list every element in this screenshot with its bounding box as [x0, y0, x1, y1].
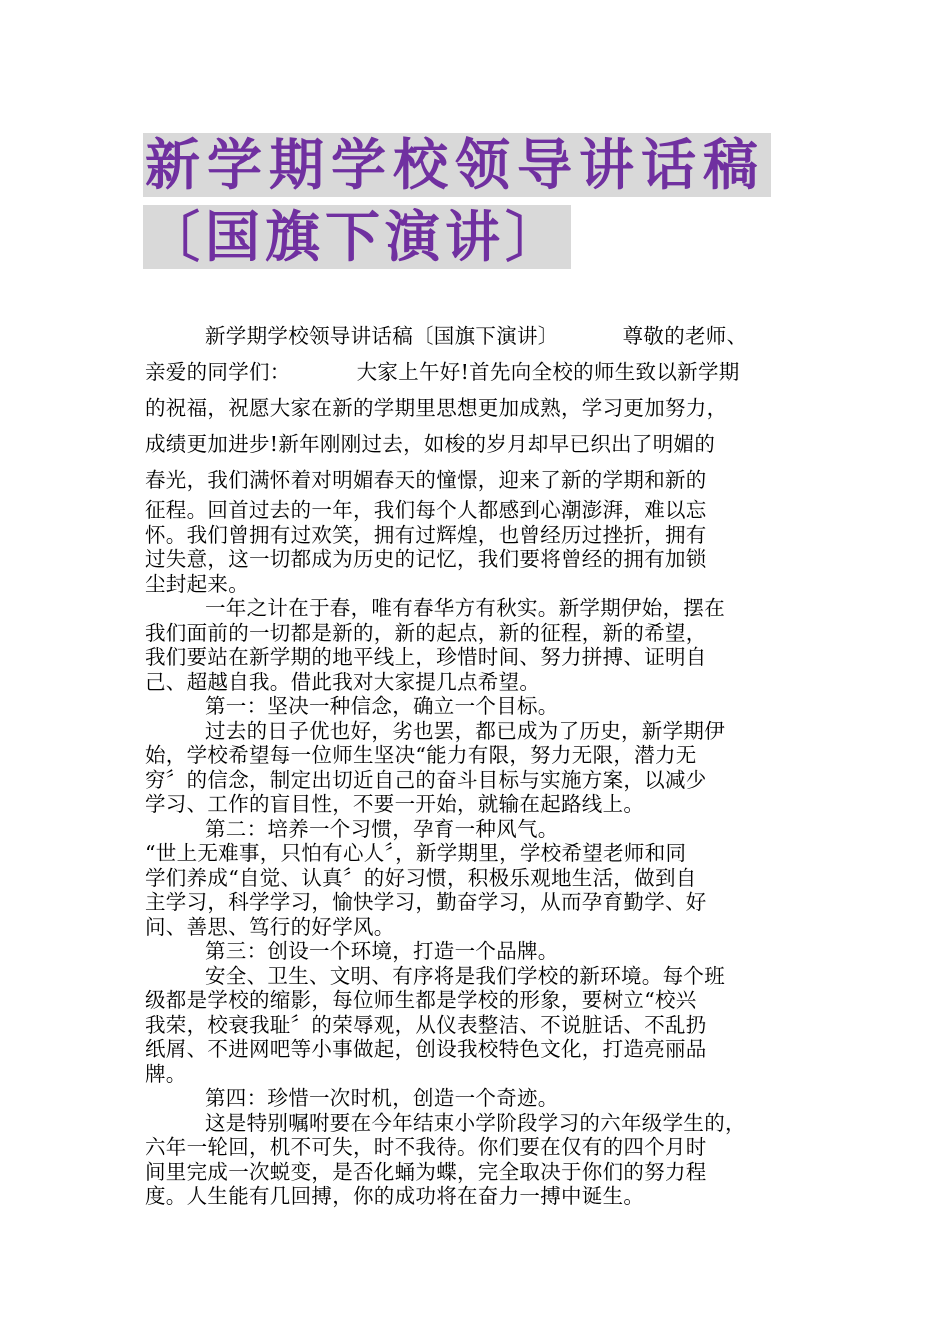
paragraph-line: 六年一轮回，机不可失，时不我待。你们要在仅有的四个月时 — [145, 1135, 707, 1159]
title-line-1-text: 新学期学校领导讲话稿 — [143, 133, 771, 197]
paragraph-line — [145, 354, 810, 390]
paragraph-line: 我荣，校衰我耻〞的荣辱观，从仪表整洁、不说脏话、不乱扔 — [145, 1012, 707, 1037]
paragraph-line: 问、善思、笃行的好学风。 — [145, 914, 395, 939]
section-heading: 第三：创设一个环境，打造一个品牌。 — [205, 939, 559, 963]
paragraph-line: 我们面前的一切都是新的，新的起点，新的征程，新的希望， — [145, 620, 707, 645]
paragraph-line: 己、超越自我。借此我对大家提几点希望。 — [145, 669, 541, 694]
intro-line-2-a: 亲爱的同学们： — [145, 360, 291, 384]
title-line-2 — [143, 205, 813, 269]
intro-line-1-a: 新学期学校领导讲话稿〔国旗下演讲〕 — [205, 324, 559, 348]
paragraph-line: 学习、工作的盲目性，不要一开始，就输在起路线上。 — [145, 792, 645, 816]
paragraph-line: 安全、卫生、文明、有序将是我们学校的新环境。每个班 — [205, 963, 725, 988]
paragraph-line: 穷〞的信念，制定出切近自己的奋斗目标与实施方案，以减少 — [145, 767, 707, 792]
paragraph-line: 这是特别嘱咐要在今年结束小学阶段学习的六年级学生的， — [205, 1110, 746, 1135]
paragraph-line: 一年之计在于春，唯有春华方有秋实。新学期伊始，摆在 — [205, 596, 725, 620]
section-heading: 第四：珍惜一次时机，创造一个奇迹。 — [205, 1086, 559, 1110]
main-block — [145, 498, 810, 1209]
paragraph-line: 度。人生能有几回搏，你的成功将在奋力一搏中诞生。 — [145, 1184, 645, 1208]
paragraph-line: 始，学校希望每一位师生坚决“能力有限，努力无限，潜力无 — [145, 743, 697, 767]
paragraph-line: 间里完成一次蜕变，是否化蛹为蝶，完全取决于你们的努力程 — [145, 1159, 707, 1184]
section-heading: 第二：培养一个习惯，孕育一种风气。 — [205, 816, 559, 841]
paragraph-line: 征程。回首过去的一年，我们每个人都感到心潮澎湃，难以忘 — [145, 498, 707, 522]
paragraph-line: 我们要站在新学期的地平线上，珍惜时间、努力拼搏、证明自 — [145, 645, 707, 669]
paragraph-line — [145, 318, 810, 354]
paragraph-line: 过去的日子优也好，劣也罢，都已成为了历史，新学期伊 — [205, 718, 725, 743]
paragraph-line: 春光，我们满怀着对明媚春天的憧憬，迎来了新的学期和新的 — [145, 468, 707, 492]
paragraph-line: “世上无难事，只怕有心人〞，新学期里，学校希望老师和同 — [145, 841, 687, 865]
paragraph-line: 级都是学校的缩影，每位师生都是学校的形象，要树立“校兴 — [145, 988, 697, 1012]
paragraph-line: 过失意，这一切都成为历史的记忆，我们要将曾经的拥有加锁 — [145, 547, 707, 571]
paragraph-line: 的祝福，祝愿大家在新的学期里思想更加成熟，学习更加努力， — [145, 396, 728, 420]
paragraph-line: 主学习，科学学习，愉快学习，勤奋学习，从而孕育勤学、好 — [145, 890, 707, 914]
paragraph-line: 学们养成“自觉、认真〞的好习惯，积极乐观地生活，做到自 — [145, 865, 697, 890]
paragraph-line: 成绩更加进步!新年刚刚过去，如梭的岁月却早已织出了明媚的 — [145, 432, 716, 456]
paragraph-line: 牌。 — [145, 1061, 187, 1086]
intro-line-2-b: 大家上午好!首先向全校的师生致以新学期 — [356, 360, 740, 384]
speech-body — [145, 318, 810, 1209]
paragraph-line: 尘封起来。 — [145, 571, 249, 596]
intro-line-1-b: 尊敬的老师、 — [622, 324, 748, 348]
title-line-1 — [143, 133, 813, 197]
intro-block — [145, 318, 810, 498]
paragraph-line: 纸屑、不进网吧等小事做起，创设我校特色文化，打造亮丽品 — [145, 1037, 707, 1061]
title-line-2-text: 〔国旗下演讲〕 — [143, 205, 571, 269]
paragraph-line: 怀。我们曾拥有过欢笑，拥有过辉煌，也曾经历过挫折，拥有 — [145, 522, 707, 547]
section-heading: 第一：坚决一种信念，确立一个目标。 — [205, 694, 559, 718]
